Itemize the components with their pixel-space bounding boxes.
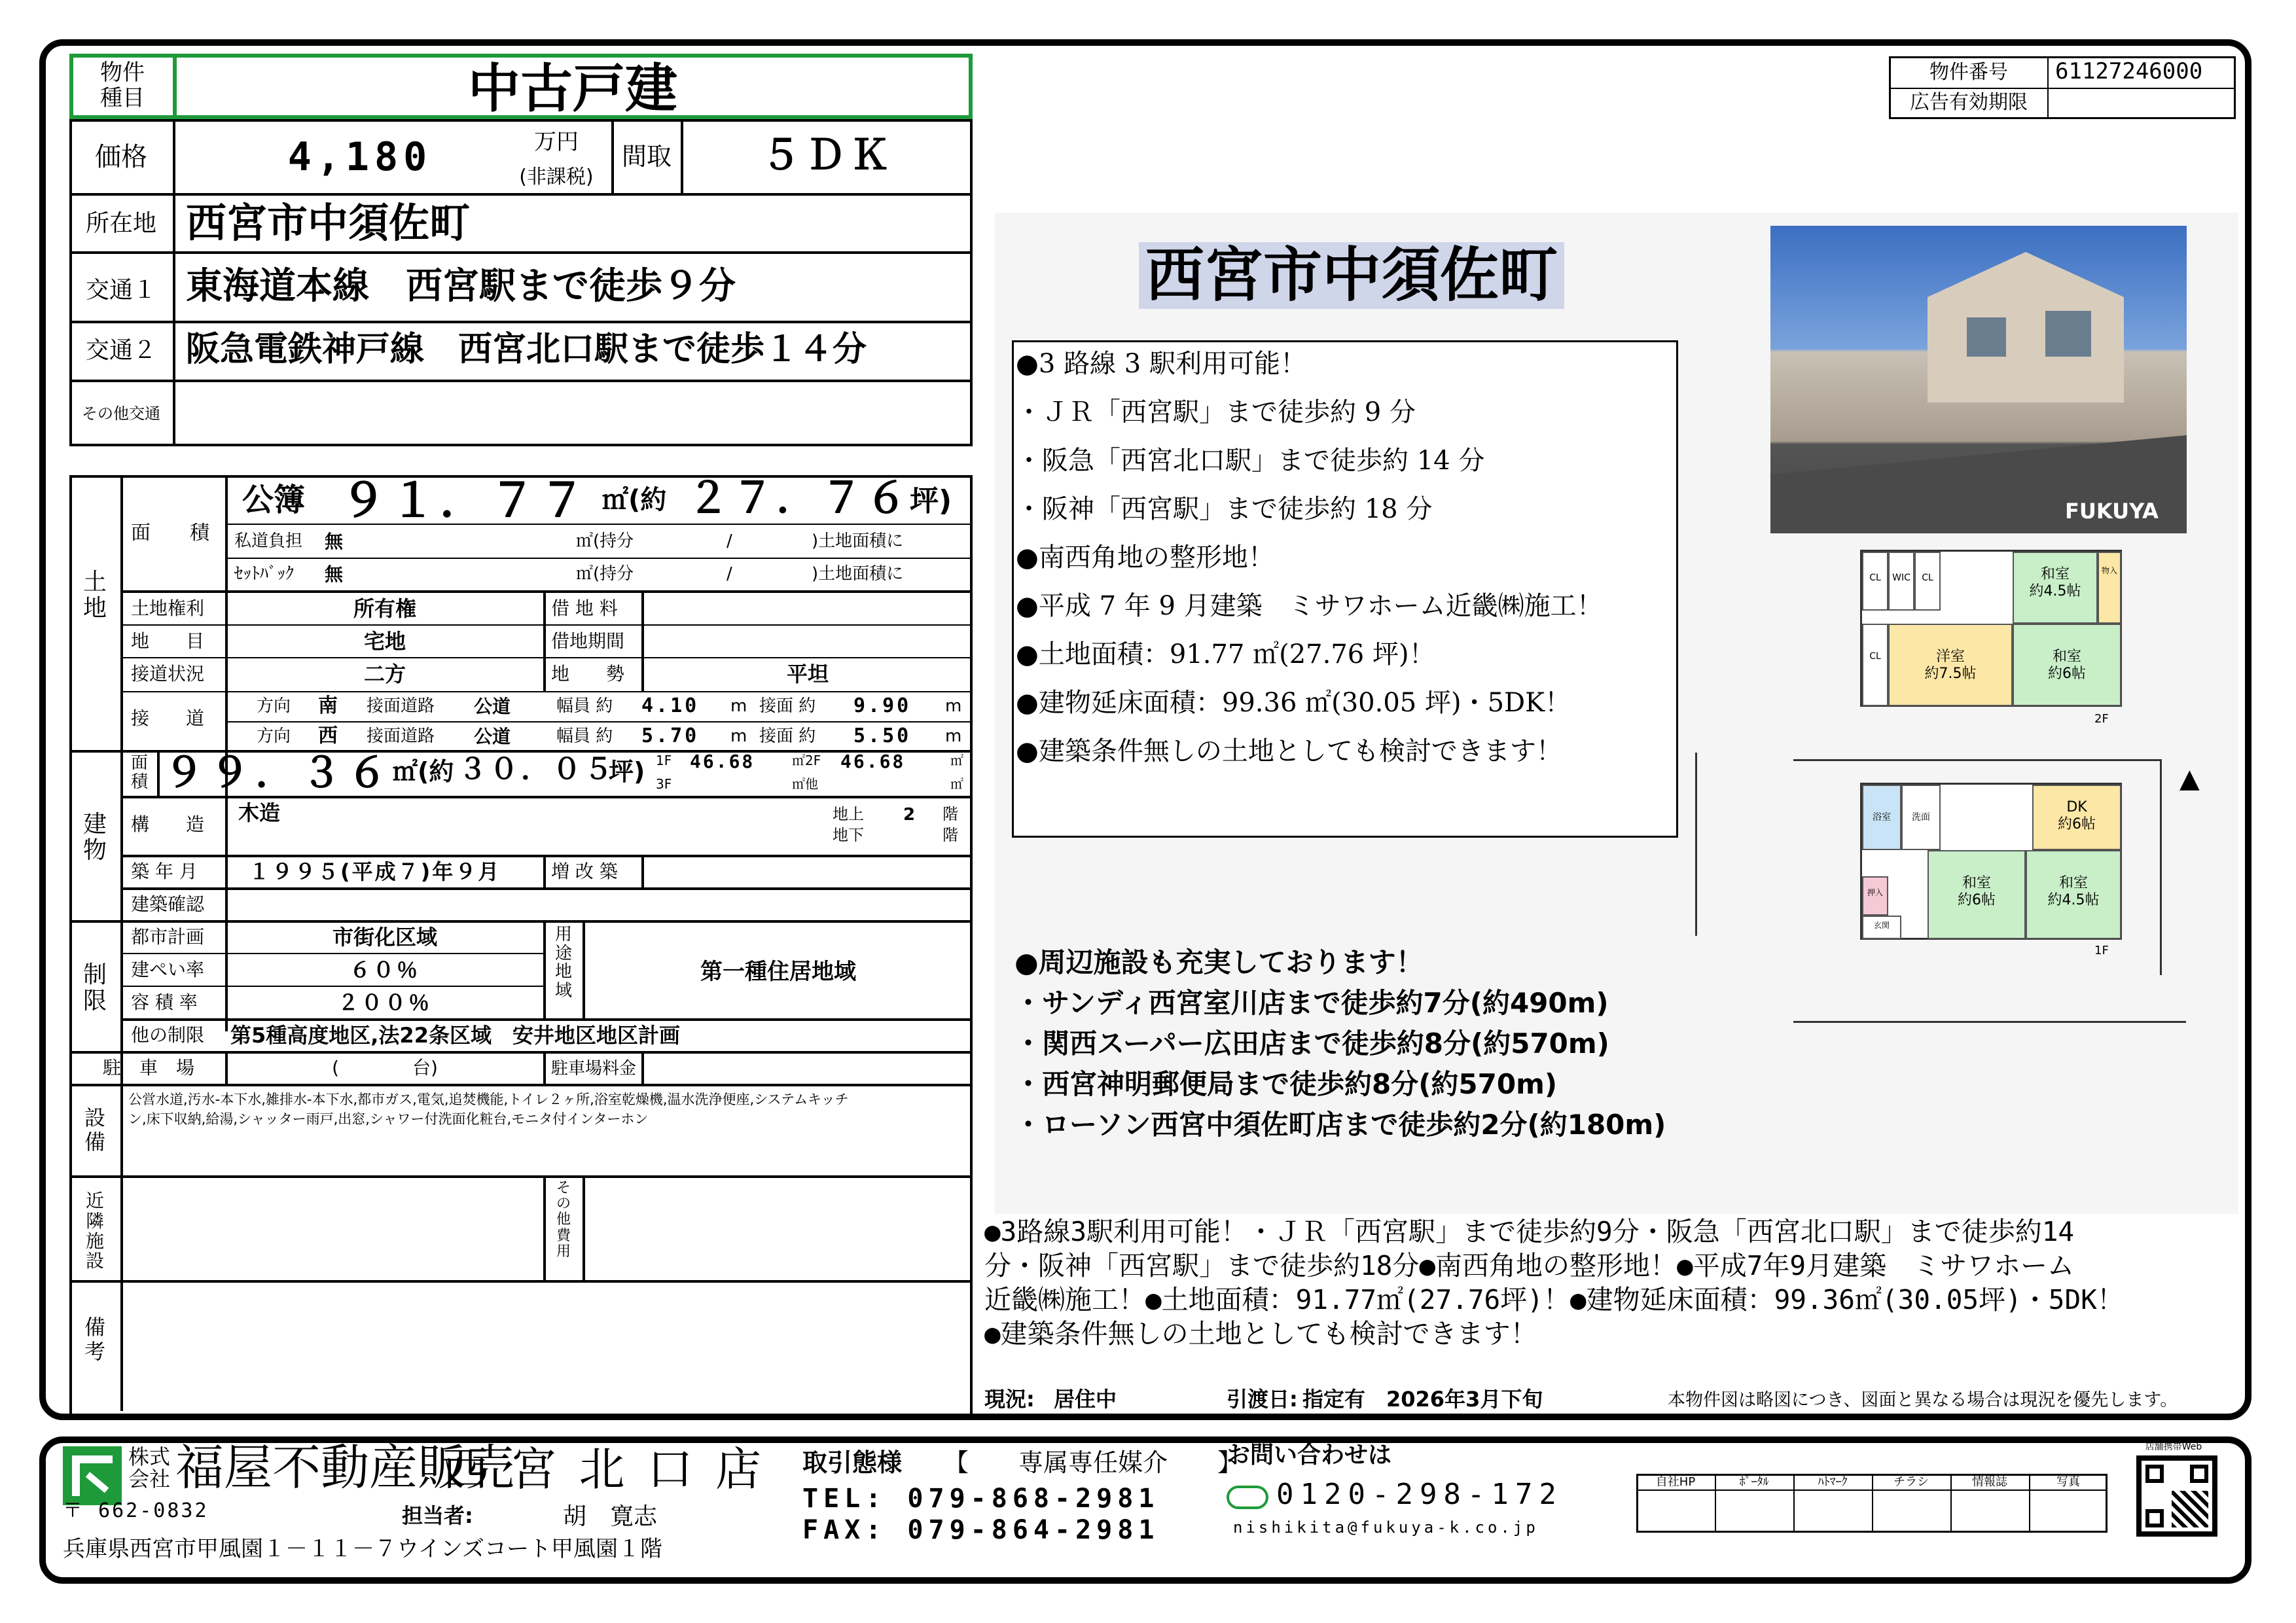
- divider: [225, 1051, 228, 1084]
- divider: [69, 251, 973, 254]
- divider: [120, 986, 543, 987]
- floor2-area: 46.68: [840, 751, 906, 772]
- divider: [1889, 88, 2236, 89]
- site-line: [2160, 759, 2162, 975]
- other-cost-label: そ の 他 費 用: [556, 1180, 571, 1260]
- setback-value: 無: [325, 563, 344, 585]
- road-unit: m: [945, 726, 962, 746]
- divider: [583, 1175, 585, 1280]
- room-washroom: 洗面: [1901, 785, 1941, 850]
- parking-fee-label: 駐車場料金: [551, 1059, 637, 1079]
- divider: [225, 524, 973, 525]
- contact-value: 二方: [363, 662, 406, 687]
- media-cell: 写真: [2056, 1475, 2080, 1489]
- room-cl: CL: [1862, 624, 1888, 706]
- floors-unit: 階: [942, 826, 958, 844]
- road-frontage: 9.90: [853, 694, 912, 717]
- floor1-label: 1F: [656, 753, 672, 768]
- land-area-unit: ㎡(約: [602, 485, 667, 515]
- tel-number[interactable]: TEL: 079-868-2981: [802, 1484, 1160, 1514]
- built-label: 築 年 月: [131, 861, 198, 882]
- road-dir: 西: [318, 724, 338, 747]
- above-value: 2: [903, 805, 916, 825]
- handover-label: 引渡日:: [1227, 1387, 1298, 1412]
- freedial-number[interactable]: 0120-298-172: [1276, 1478, 1563, 1511]
- ad-validity-label: 広告有効期限: [1910, 91, 2028, 114]
- coverage-label: 建ぺい率: [131, 959, 205, 980]
- type-label: 物件 種目: [100, 60, 145, 112]
- transport1-value: 東海道本線 西宮駅まで徒歩９分: [186, 265, 736, 308]
- property-number-value: 61127246000: [2055, 58, 2203, 84]
- divider: [120, 1018, 973, 1021]
- private-road-label: 私道負担: [234, 531, 303, 551]
- contact-label: 接道状況: [131, 663, 205, 685]
- divider: [69, 920, 973, 923]
- disclaimer: 本物件図は略図につき、図面と異なる場合は現況を優先します。: [1668, 1390, 2178, 1410]
- location-value: 西宮市中須佐町: [186, 199, 471, 247]
- location-label: 所在地: [85, 210, 156, 237]
- floor2-label: ㎡2F: [792, 753, 821, 768]
- below-label: 地下: [833, 826, 864, 844]
- promo-point: ・ＪＲ「西宮駅」まで徒歩約 9 分: [1016, 397, 1416, 427]
- floor-1f-label: 1F: [2094, 944, 2109, 957]
- land-area-label: 面 積: [131, 522, 209, 544]
- road-dir: 南: [318, 694, 338, 717]
- land-area-m2: ９１．７７: [340, 474, 589, 527]
- house-window: [2045, 311, 2091, 357]
- divider: [543, 855, 546, 887]
- building-area-tsubo-unit: 坪): [609, 757, 645, 786]
- room-cl: CL: [1914, 552, 1941, 611]
- floor1-area: 46.68: [690, 751, 755, 772]
- room-washitsu-1f: 和室 約6帖: [1928, 850, 2026, 939]
- divider: [120, 691, 973, 692]
- divider: [225, 796, 228, 992]
- property-number-label: 物件番号: [1929, 61, 2008, 84]
- site-line: [1695, 753, 1697, 936]
- transport2-value: 阪急電鉄神戸線 西宮北口駅まで徒歩１４分: [186, 330, 867, 369]
- share-slash: /: [726, 531, 732, 551]
- property-type: 中古戸建: [468, 58, 677, 119]
- other-restriction-label: 他の制限: [131, 1024, 205, 1046]
- m2-unit: ㎡: [950, 776, 963, 792]
- facilities-line1: 公営水道,汚水-本下水,雑排水-本下水,都市ガス,電気,追焚機能,トイレ２ヶ所,浴室乾燥機,温水洗浄便座,システムキッチ: [128, 1092, 849, 1107]
- promo-point: ・阪急「西宮北口駅」まで徒歩約 14 分: [1016, 446, 1485, 476]
- room-cl: CL: [1862, 552, 1888, 611]
- divider: [120, 796, 973, 798]
- road-width-label: 幅員 約: [556, 726, 613, 746]
- tax-note: (非課税): [519, 166, 594, 188]
- divider: [69, 380, 973, 382]
- zoning-value: 第一種住居地域: [700, 959, 856, 985]
- media-cell: 自社HP: [1655, 1475, 1696, 1489]
- city-plan-label: 都市計画: [131, 926, 205, 948]
- road-width: 5.70: [641, 724, 700, 747]
- road-dir-label: 方向: [257, 726, 291, 746]
- divider: [120, 590, 973, 593]
- promo-point: ●土地面積：91.77 ㎡(27.76 坪)！: [1016, 639, 1435, 669]
- email-address[interactable]: nishikita@fukuya-k.co.jp: [1233, 1518, 1539, 1537]
- road-frontage: 5.50: [853, 724, 912, 747]
- facilities-line2: ン,床下収納,給湯,シャッター雨戸,出窓,シャワー付洗面化粧台,モニタ付インターホン: [128, 1111, 649, 1127]
- summary-line: 近畿㈱施工！●土地面積：91.77㎡(27.76坪)！●建物延床面積：99.36㎡(30.05坪)・5DK！: [984, 1284, 2124, 1315]
- private-road-value: 無: [325, 531, 344, 552]
- room-dk: DK 約6帖: [2032, 785, 2121, 850]
- building-area-label: 面 積: [130, 753, 148, 792]
- terrain-value: 平坦: [786, 662, 829, 687]
- road-unit: m: [730, 726, 747, 746]
- parking-value: ( 台): [332, 1057, 438, 1079]
- road-label: 接 道: [131, 707, 205, 729]
- road-frontage-label: 接面 約: [759, 726, 816, 746]
- built-value: １９９５(平成７)年９月: [249, 859, 501, 884]
- divider: [120, 1175, 123, 1411]
- nearby-point: ・関西スーパー広田店まで徒歩約8分(約570m): [1014, 1027, 1609, 1060]
- floors-unit: 階: [942, 805, 958, 823]
- price-value: 4,180: [287, 134, 433, 180]
- nearby-label: 近 隣 施 設: [85, 1190, 104, 1272]
- building-section-label: 建 物: [82, 811, 107, 864]
- branch-name: 西 宮 北 口 店: [442, 1442, 766, 1496]
- share-label: ㎡(持分: [576, 564, 634, 584]
- building-confirm-label: 建築確認: [131, 893, 205, 915]
- land-area-tsubo-unit: 坪): [910, 484, 952, 518]
- room-youshitsu: 洋室 約7.5帖: [1888, 624, 2013, 706]
- other-transport-label: その他交通: [82, 404, 160, 423]
- share-note: )土地面積に: [812, 564, 904, 584]
- summary-line: ●3路線3駅利用可能！・ＪＲ「西宮駅」まで徒歩約9分・阪急「西宮北口駅」まで徒歩約14: [984, 1216, 2075, 1247]
- road-type-label: 接面道路: [367, 726, 435, 746]
- promo-point: ・阪神「西宮駅」まで徒歩約 18 分: [1016, 494, 1433, 524]
- room-closet: 押入: [1862, 876, 1888, 916]
- lease-term-label: 借地期間: [551, 630, 625, 652]
- divider: [69, 193, 973, 196]
- site-line: [1793, 1021, 2186, 1023]
- floor3-label: 3F: [656, 776, 672, 792]
- road-type-label: 接面道路: [367, 696, 435, 716]
- nearby-point: ・ローソン西宮中須佐町店まで徒歩約2分(約180m): [1014, 1109, 1666, 1141]
- divider: [173, 119, 175, 446]
- far-label: 容 積 率: [131, 991, 198, 1013]
- contact-label: お問い合わせは: [1227, 1442, 1392, 1469]
- share-label: ㎡(持分: [576, 531, 634, 551]
- nearby-point: ・西宮神明郵便局まで徒歩約8分(約570m): [1014, 1068, 1558, 1100]
- divider: [120, 624, 973, 626]
- layout-value: ５ＤＫ: [760, 131, 894, 179]
- zoning-label: 用 途 地 域: [554, 925, 572, 1001]
- divider: [120, 855, 973, 857]
- company-address: 兵庫県西宮市甲風園１－１１－７ウインズコート甲風園１階: [63, 1536, 662, 1562]
- road-unit: m: [730, 696, 747, 716]
- freedial-icon: [1227, 1486, 1268, 1509]
- price-unit: 万円: [534, 129, 579, 155]
- house-shape: [1928, 252, 2124, 402]
- road-dir-label: 方向: [257, 696, 291, 716]
- road-frontage-label: 接面 約: [759, 696, 816, 716]
- deal-label: 取引態様: [802, 1448, 903, 1477]
- company-logo-icon: [63, 1446, 122, 1505]
- house-photo: [1770, 226, 2187, 533]
- promo-title: 西宮市中須佐町: [1139, 242, 1564, 309]
- company-type: 株式 会社: [128, 1444, 171, 1491]
- facilities-label: 設 備: [84, 1105, 105, 1154]
- land-section-label: 土 地: [82, 569, 107, 622]
- divider: [157, 750, 160, 796]
- media-cell: チラシ: [1893, 1475, 1929, 1489]
- city-plan-value: 市街化区域: [332, 925, 437, 950]
- terrain-label: 地 勢: [551, 663, 625, 685]
- land-area-prefix: 公簿: [242, 482, 306, 518]
- promo-point: ●建物延床面積：99.36 ㎡(30.05 坪)・5DK！: [1016, 688, 1571, 718]
- renovation-label: 増 改 築: [551, 861, 618, 882]
- person-name: 胡 寛志: [563, 1503, 658, 1530]
- divider: [69, 1175, 973, 1178]
- qr-label: 店舗携帯Web: [2145, 1442, 2202, 1452]
- floorplan-1f: [1860, 783, 2122, 940]
- m2-unit: ㎡: [950, 753, 963, 768]
- media-cell: 情報誌: [1972, 1475, 2007, 1489]
- site-line: [1793, 759, 2160, 761]
- parking-label: 駐 車 場: [102, 1057, 194, 1079]
- media-cell: ﾊﾄﾏｰｸ: [1818, 1475, 1848, 1489]
- land-rights-label: 土地権利: [131, 597, 205, 619]
- remarks-label: 備 考: [84, 1315, 105, 1364]
- status-label: 現況:: [984, 1387, 1035, 1412]
- building-area-unit: ㎡(約: [393, 757, 454, 786]
- price-label: 価格: [95, 142, 147, 172]
- coverage-value: ６０％: [349, 957, 420, 982]
- promo-point: ●南西角地の整形地！: [1016, 543, 1274, 573]
- far-value: ２００％: [337, 990, 432, 1015]
- building-area-tsubo: ３０．０５: [458, 753, 615, 786]
- divider: [641, 1051, 644, 1084]
- qr-code-icon[interactable]: [2136, 1455, 2217, 1537]
- divider: [120, 657, 973, 658]
- land-area-tsubo: ２７．７６: [687, 474, 910, 523]
- transport2-label: 交通２: [85, 337, 156, 364]
- restrictions-section-label: 制 限: [82, 961, 107, 1014]
- building-area-m2: ９９．３６: [164, 749, 393, 796]
- divider: [69, 1280, 973, 1283]
- room-washitsu-2f: 和室 約4.5帖: [2013, 552, 2098, 624]
- land-rights-value: 所有権: [353, 596, 416, 621]
- divider: [69, 321, 973, 323]
- promo-point: ●建築条件無しの土地としても検討できます！: [1016, 736, 1562, 766]
- north-arrow-icon: ▲: [2179, 764, 2200, 794]
- divider: [543, 590, 546, 691]
- land-category-value: 宅地: [363, 629, 406, 654]
- promo-point: ●平成 7 年 9 月建築 ミサワホーム近畿㈱施工！: [1016, 591, 1603, 621]
- divider: [120, 887, 973, 890]
- nearby-point: ・サンディ西宮室川店まで徒歩約7分(約490m): [1014, 987, 1609, 1019]
- room-washitsu-2f: 和室 約6帖: [2013, 624, 2121, 706]
- company-name: 福屋不動産販売: [175, 1440, 514, 1496]
- floorplan-2f: [1860, 550, 2122, 707]
- handover-value: 指定有 2026年3月下旬: [1302, 1387, 1543, 1412]
- promo-point: ●3 路線 3 駅利用可能！: [1016, 349, 1306, 379]
- above-label: 地上: [833, 805, 864, 823]
- divider: [225, 558, 973, 559]
- divider: [120, 953, 543, 954]
- status-value: 居住中: [1054, 1387, 1117, 1412]
- structure-value: 木造: [238, 800, 281, 825]
- room-storage: 物入: [2098, 552, 2121, 624]
- summary-line: ●建築条件無しの土地としても検討できます！: [984, 1318, 1537, 1349]
- divider: [2047, 56, 2049, 119]
- lease-fee-label: 借 地 料: [551, 597, 618, 619]
- setback-label: ｾｯﾄﾊﾞｯｸ: [234, 564, 295, 584]
- postal-code: 〒 662-0832: [63, 1499, 209, 1522]
- share-slash: /: [726, 564, 732, 584]
- room-entrance: 玄関: [1862, 916, 1901, 939]
- road-width-label: 幅員 約: [556, 696, 613, 716]
- room-bath: 浴室: [1862, 785, 1901, 850]
- divider: [641, 855, 644, 887]
- person-label: 担当者:: [402, 1503, 473, 1528]
- other-floor-label: ㎡他: [792, 776, 818, 792]
- divider: [69, 1084, 973, 1086]
- road-type: 公道: [474, 726, 511, 747]
- road-type: 公道: [474, 696, 511, 717]
- deal-value: 【 専属専任媒介 】: [944, 1448, 1243, 1477]
- photo-brand: FUKUYA: [2065, 499, 2159, 524]
- summary-line: 分・阪神「西宮駅」まで徒歩約18分●南西角地の整形地！●平成7年9月建築 ミサワホーム: [984, 1250, 2075, 1281]
- layout-label: 間取: [621, 142, 672, 171]
- media-cell: ﾎﾟｰﾀﾙ: [1739, 1475, 1769, 1489]
- divider: [69, 1051, 973, 1054]
- transport1-label: 交通１: [85, 277, 156, 304]
- room-washitsu-1f: 和室 約4.5帖: [2026, 850, 2121, 939]
- room-wic: WIC: [1888, 552, 1914, 611]
- fax-number: FAX: 079-864-2981: [802, 1515, 1160, 1545]
- divider: [543, 1051, 546, 1084]
- land-category-label: 地 目: [131, 630, 205, 652]
- share-note: )土地面積に: [812, 531, 904, 551]
- structure-label: 構 造: [131, 813, 205, 835]
- other-restriction-value: 第5種高度地区,法22条区域 安井地区地区計画: [230, 1023, 680, 1048]
- road-width: 4.10: [641, 694, 700, 717]
- nearby-point: ●周辺施設も充実しております！: [1014, 946, 1424, 978]
- road-unit: m: [945, 696, 962, 716]
- house-window: [1967, 317, 2006, 357]
- divider: [225, 721, 973, 722]
- floor-2f-label: 2F: [2094, 712, 2109, 726]
